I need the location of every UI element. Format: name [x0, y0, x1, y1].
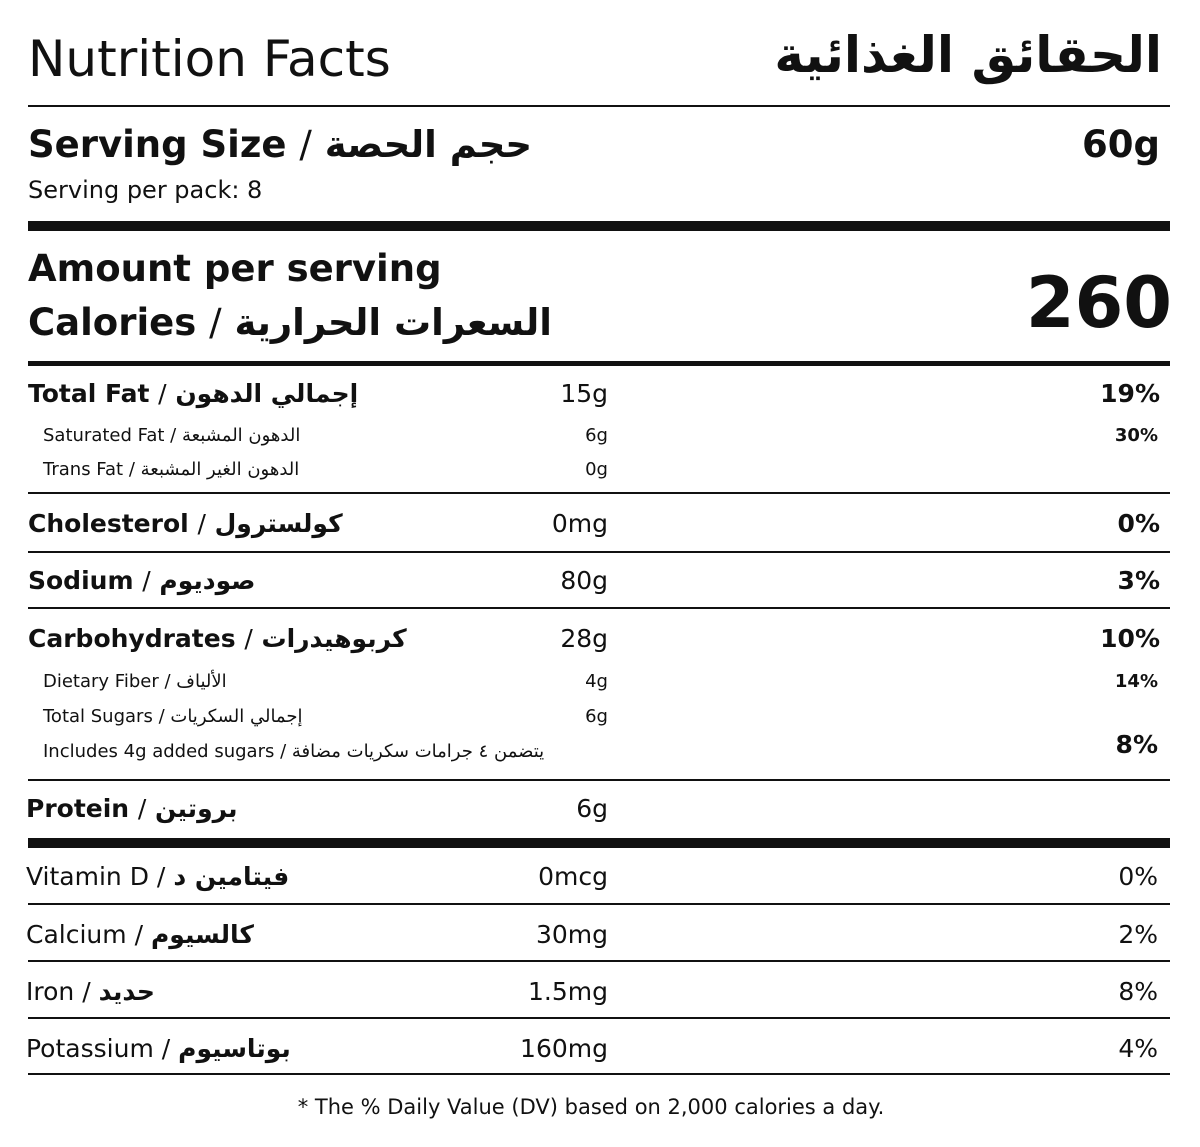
saturated-fat-label: Saturated Fat / الدهون المشبعة	[43, 425, 301, 446]
calories-value: 260	[1025, 262, 1172, 344]
serving-per-pack: Serving per pack: 8	[28, 176, 263, 204]
calcium-amount: 30mg	[535, 920, 608, 949]
trans-fat-label: Trans Fat / الدهون الغير المشبعة	[43, 459, 300, 480]
header-divider	[28, 105, 1170, 107]
row-divider	[28, 1017, 1170, 1019]
saturated-fat-dv: 30%	[1114, 425, 1158, 446]
bottom-divider	[28, 1073, 1170, 1075]
row-divider	[28, 551, 1170, 553]
cholesterol-dv: 0%	[1117, 509, 1160, 538]
dietary-fiber-label: Dietary Fiber / الألياف	[43, 671, 227, 692]
title-en: Nutrition Facts	[28, 30, 391, 88]
total-fat-amount: 15g	[560, 379, 608, 408]
total-fat-label: Total Fat / إجمالي الدهون	[28, 379, 359, 408]
total-fat-dv: 19%	[1100, 379, 1160, 408]
added-sugars-label: Includes 4g added sugars / يتضمن ٤ جرامات سكريات مضافة	[43, 741, 545, 762]
iron-amount: 1.5mg	[528, 977, 608, 1006]
footnote: * The % Daily Value (DV) based on 2,000 calories a day.	[297, 1095, 885, 1119]
iron-label: Iron / حديد	[26, 977, 155, 1006]
protein-label: Protein / بروتين	[26, 794, 238, 823]
row-divider	[28, 779, 1170, 781]
total-sugars-amount: 6g	[585, 706, 608, 727]
title-ar: الحقائق الغذائية	[774, 26, 1162, 84]
row-divider	[28, 492, 1170, 494]
cholesterol-amount: 0mg	[551, 509, 608, 538]
vitamin-d-dv: 0%	[1118, 862, 1158, 891]
carbohydrates-label: Carbohydrates / كربوهيدرات	[28, 624, 407, 653]
row-divider	[28, 960, 1170, 962]
trans-fat-amount: 0g	[585, 459, 608, 480]
cholesterol-label: Cholesterol / كولسترول	[28, 509, 343, 538]
thick-divider	[28, 838, 1170, 848]
calcium-label: Calcium / كالسيوم	[26, 920, 254, 949]
row-divider	[28, 607, 1170, 609]
dietary-fiber-dv: 14%	[1114, 671, 1158, 692]
amount-per-serving-label: Amount per serving	[28, 247, 442, 290]
carbohydrates-dv: 10%	[1100, 624, 1160, 653]
vitamin-d-amount: 0mcg	[538, 862, 608, 891]
added-sugars-dv: 8%	[1115, 730, 1158, 759]
sodium-dv: 3%	[1117, 566, 1160, 595]
potassium-label: Potassium / بوتاسيوم	[26, 1034, 291, 1063]
thick-divider	[28, 221, 1170, 231]
iron-dv: 8%	[1118, 977, 1158, 1006]
carbohydrates-amount: 28g	[560, 624, 608, 653]
potassium-dv: 4%	[1118, 1034, 1158, 1063]
row-divider	[28, 903, 1170, 905]
vitamin-d-label: Vitamin D / فيتامين د	[26, 862, 290, 891]
dietary-fiber-amount: 4g	[585, 671, 608, 692]
sodium-amount: 80g	[560, 566, 608, 595]
sodium-label: Sodium / صوديوم	[28, 566, 256, 595]
serving-size-value: 60g	[1082, 123, 1160, 166]
total-sugars-label: Total Sugars / إجمالي السكريات	[43, 706, 303, 727]
serving-size-label: Serving Size / حجم الحصة	[28, 123, 533, 166]
saturated-fat-amount: 6g	[585, 425, 608, 446]
protein-amount: 6g	[576, 794, 608, 823]
calories-label: Calories / السعرات الحرارية	[28, 301, 552, 344]
potassium-amount: 160mg	[520, 1034, 608, 1063]
calcium-dv: 2%	[1118, 920, 1158, 949]
calories-divider	[28, 361, 1170, 366]
